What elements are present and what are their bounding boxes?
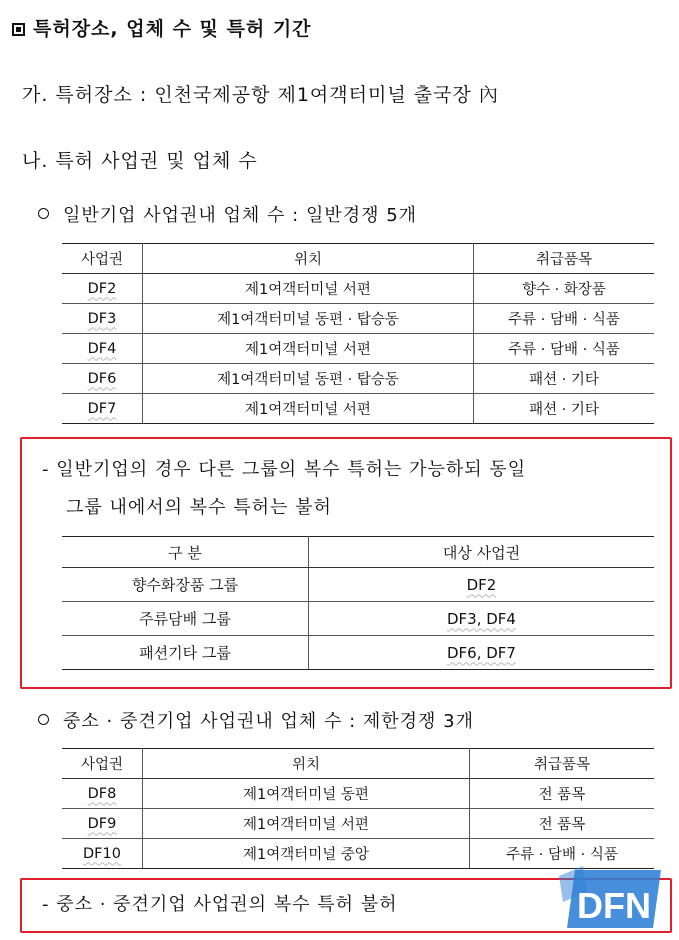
cell-targets: DF6, DF7: [447, 643, 516, 662]
bullet-sme-text: 중소 · 중견기업 사업권내 업체 수 : 제한경쟁 3개: [63, 711, 474, 732]
cell-items: 전 품목: [470, 809, 655, 839]
table-header: 취급품목: [474, 244, 655, 274]
table-row: [62, 809, 654, 839]
bullet-sme: [38, 707, 474, 733]
table-row: [62, 334, 654, 364]
cell-code: DF3: [87, 310, 117, 327]
square-bullet-icon: [12, 23, 25, 36]
table-header: 취급품목: [470, 749, 655, 779]
general-table: [62, 243, 654, 424]
cell-group: 향수화장품 그룹: [62, 568, 309, 602]
cell-location: 제1여객터미널 동편: [143, 779, 470, 809]
sme-table: [62, 748, 654, 869]
circle-bullet-icon: [38, 714, 49, 725]
cell-items: 패션 · 기타: [474, 364, 655, 394]
cell-targets: DF2: [466, 575, 497, 594]
cell-location: 제1여객터미널 중앙: [143, 839, 470, 869]
cell-items: 주류 · 담배 · 식품: [474, 334, 655, 364]
cell-location: 제1여객터미널 서편: [143, 809, 470, 839]
section-na: 나. 특허 사업권 및 업체 수: [22, 150, 258, 172]
table-row: [62, 304, 654, 334]
table-row: [62, 364, 654, 394]
cell-items: 패션 · 기타: [474, 394, 655, 424]
cell-location: 제1여객터미널 동편 · 탑승동: [143, 364, 474, 394]
heading-text: 특허장소, 업체 수 및 특허 기간: [33, 18, 312, 40]
general-note-line2: 그룹 내에서의 복수 특허는 불허: [66, 497, 332, 518]
table-header: 사업권: [62, 244, 143, 274]
cell-code: DF2: [87, 280, 117, 297]
table-row: [62, 568, 654, 602]
cell-code: DF9: [87, 815, 117, 832]
section-heading: [12, 14, 312, 41]
table-row: [62, 779, 654, 809]
table-header: 위치: [143, 244, 474, 274]
dfn-logo: [557, 862, 667, 938]
cell-location: 제1여객터미널 서편: [143, 334, 474, 364]
cell-code: DF7: [87, 400, 117, 417]
cell-location: 제1여객터미널 서편: [143, 274, 474, 304]
cell-code: DF10: [83, 845, 121, 862]
table-header: 사업권: [62, 749, 143, 779]
table-row: [62, 274, 654, 304]
cell-code: DF8: [87, 785, 117, 802]
dfn-logo-graphic: [557, 862, 667, 934]
general-note-line1: - 일반기업의 경우 다른 그룹의 복수 특허는 가능하되 동일: [42, 459, 527, 480]
table-row: [62, 602, 654, 636]
bullet-general: [38, 201, 417, 227]
bullet-general-text: 일반기업 사업권내 업체 수 : 일반경쟁 5개: [63, 205, 418, 226]
group-table: [62, 536, 654, 670]
cell-code: DF6: [87, 370, 117, 387]
cell-items: 향수 · 화장품: [474, 274, 655, 304]
cell-group: 패션기타 그룹: [62, 636, 309, 670]
cell-location: 제1여객터미널 동편 · 탑승동: [143, 304, 474, 334]
logo-text: DFN: [577, 885, 651, 926]
table-row: [62, 394, 654, 424]
cell-code: DF4: [87, 340, 117, 357]
table-header: 구 분: [62, 537, 309, 568]
table-header: 위치: [143, 749, 470, 779]
cell-items: 주류 · 담배 · 식품: [470, 839, 655, 869]
circle-bullet-icon: [38, 208, 49, 219]
cell-items: 전 품목: [470, 779, 655, 809]
cell-location: 제1여객터미널 서편: [143, 394, 474, 424]
cell-targets: DF3, DF4: [447, 609, 516, 628]
section-ga: 가. 특허장소 : 인천국제공항 제1여객터미널 출국장 內: [22, 84, 499, 106]
sme-note: - 중소 · 중견기업 사업권의 복수 특허 불허: [42, 894, 398, 915]
cell-group: 주류담배 그룹: [62, 602, 309, 636]
cell-items: 주류 · 담배 · 식품: [474, 304, 655, 334]
table-header: 대상 사업권: [309, 537, 655, 568]
table-row: [62, 636, 654, 670]
